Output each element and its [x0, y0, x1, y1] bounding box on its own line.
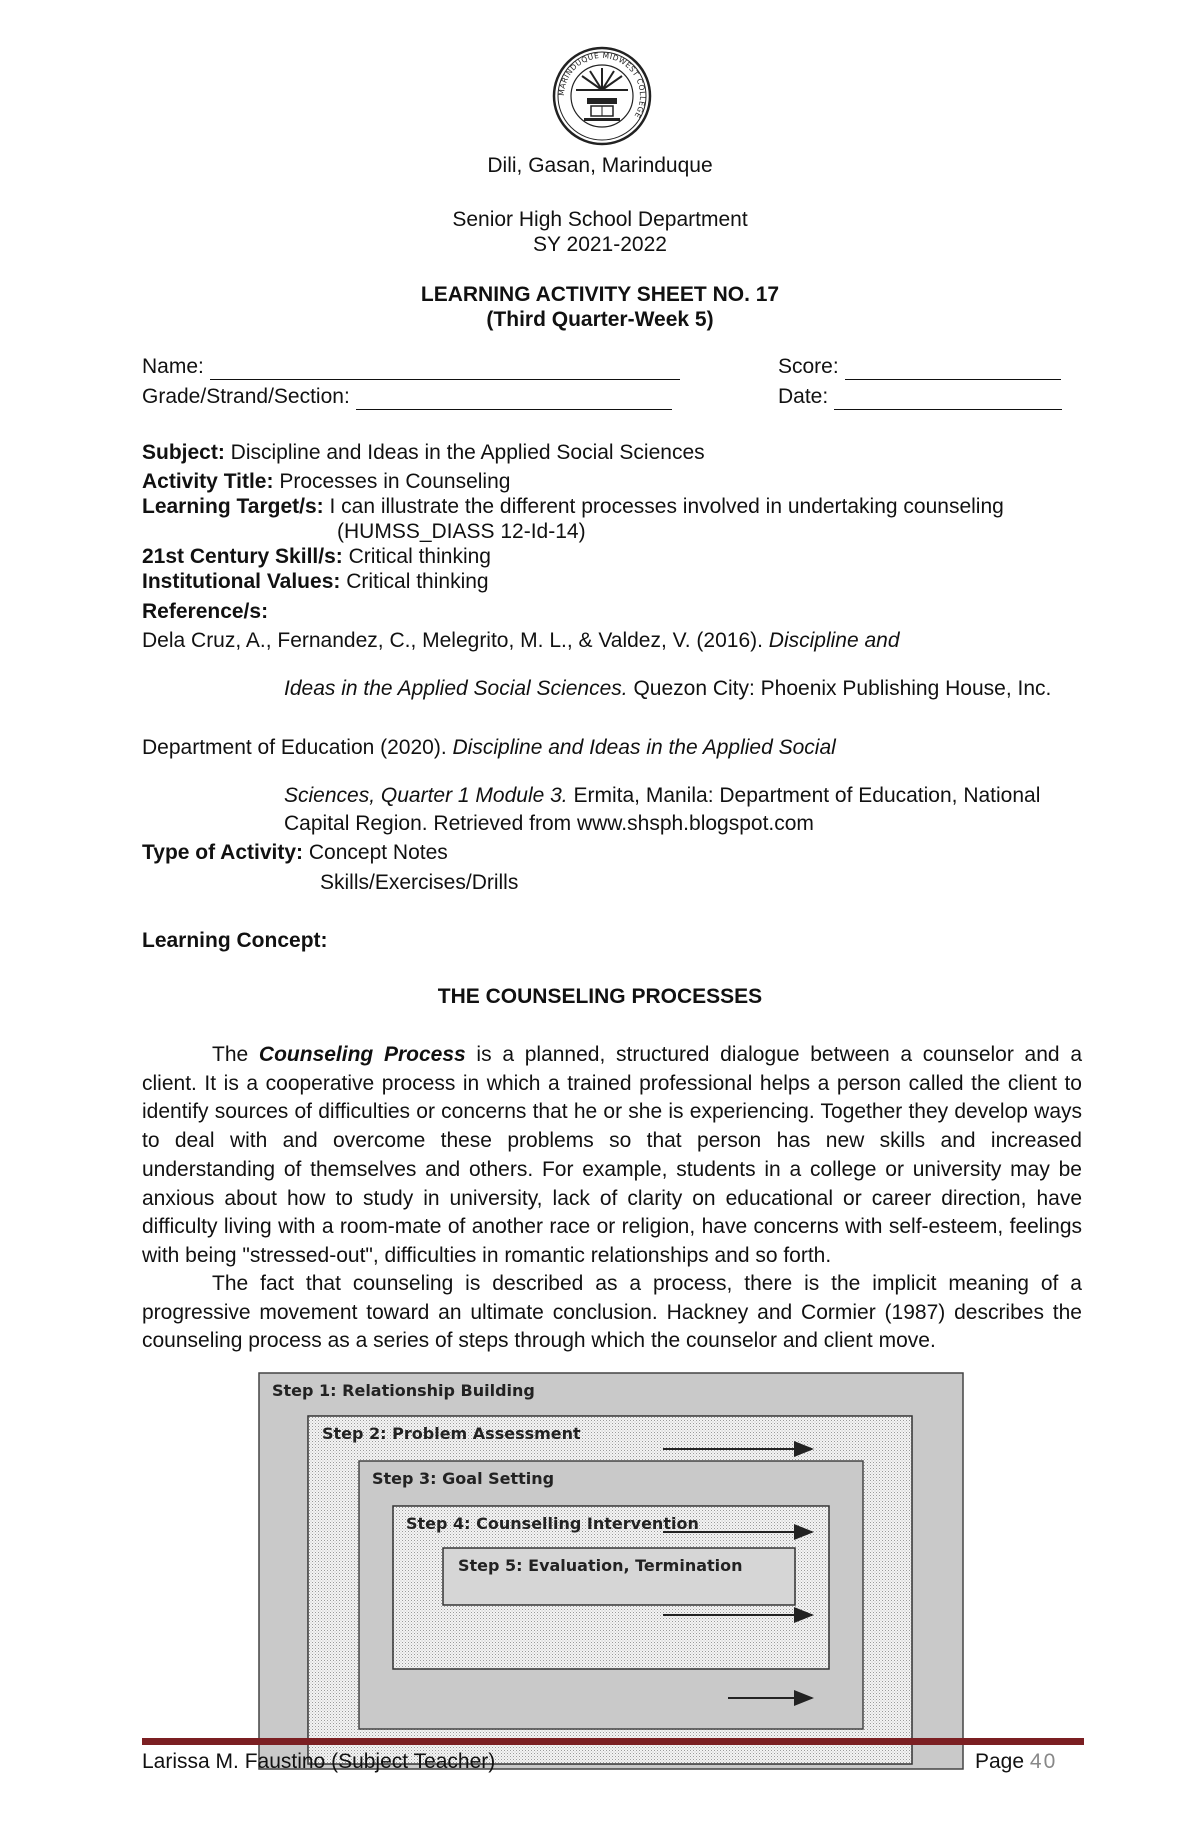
grade-label: Grade/Strand/Section: — [142, 385, 350, 408]
reference-1-line-2 — [284, 677, 1051, 701]
reference-1-authors: Dela Cruz, A., Fernandez, C., Melegrito, M. L., & Valdez, V. (2016). — [142, 629, 769, 652]
footer-rule — [142, 1738, 1084, 1745]
counseling-process-diagram — [258, 1372, 964, 1770]
score-field — [778, 355, 1061, 380]
school-department: Senior High School Department — [452, 208, 748, 231]
concept-paragraph-2 — [142, 1270, 1082, 1356]
subject-line — [142, 441, 705, 465]
grade-blank — [356, 385, 672, 410]
skill-line — [142, 545, 491, 569]
step-4-label: Step 4: Counselling Intervention — [406, 1514, 699, 1533]
learning-target-value: I can illustrate the different processes involved in undertaking counseling — [323, 495, 1004, 518]
activity-type-label: Type of Activity: — [142, 841, 304, 864]
activity-type-value-2: Skills/Exercises/Drills — [320, 871, 519, 894]
footer-page — [975, 1750, 1057, 1774]
reference-2-title-part: Discipline and Ideas in the Applied Social — [452, 736, 836, 759]
date-field — [778, 385, 1062, 410]
step-3-label: Step 3: Goal Setting — [372, 1469, 555, 1488]
reference-2-line-2 — [284, 784, 1040, 808]
skill-value: Critical thinking — [342, 545, 491, 568]
step-5-label: Step 5: Evaluation, Termination — [458, 1556, 743, 1575]
page-number: 40 — [1029, 1750, 1058, 1773]
grade-field — [142, 385, 672, 410]
activity-type-line — [142, 841, 448, 865]
sheet-title: LEARNING ACTIVITY SHEET NO. 17 — [420, 283, 780, 306]
learning-target-label: Learning Target/s: — [142, 495, 324, 518]
footer-teacher: Larissa M. Faustino (Subject Teacher) — [142, 1750, 496, 1773]
activity-title-value: Processes in Counseling — [273, 470, 511, 493]
values-value: Critical thinking — [340, 570, 489, 593]
concept-title: THE COUNSELING PROCESSES — [437, 985, 763, 1008]
reference-1-title-part: Discipline and — [768, 629, 900, 652]
svg-text:MARINDUQUE MIDWEST COLLEGE: MARINDUQUE MIDWEST COLLEGE — [556, 50, 648, 120]
school-address: Dili, Gasan, Marinduque — [487, 154, 713, 177]
date-label: Date: — [778, 385, 829, 408]
paragraph-1-term: Counseling Process — [258, 1043, 466, 1066]
activity-type-value-1: Concept Notes — [303, 841, 448, 864]
page-label: Page — [975, 1750, 1030, 1773]
school-year: SY 2021-2022 — [533, 233, 667, 256]
name-label: Name: — [142, 355, 204, 378]
concept-paragraph-1 — [142, 1041, 1082, 1271]
paragraph-2-body: The fact that counseling is described as a process, there is the implicit meaning of a progressive movement toward an ultimate conclusion. Hackney and Cormier (1987) describes the counseling process as a series of steps through which the counselor and client move. — [142, 1272, 1082, 1353]
subject-label: Subject: — [142, 441, 225, 464]
skill-label: 21st Century Skill/s: — [142, 545, 343, 568]
reference-2-title-rest: Sciences, Quarter 1 Module 3. — [284, 784, 568, 807]
reference-1-publisher: Quezon City: Phoenix Publishing House, Inc. — [627, 677, 1052, 700]
name-field — [142, 355, 680, 380]
reference-2-line-1 — [142, 736, 836, 760]
paragraph-1-lead: The — [212, 1043, 259, 1066]
step-1-label: Step 1: Relationship Building — [272, 1381, 535, 1400]
subject-value: Discipline and Ideas in the Applied Social Sciences — [224, 441, 705, 464]
reference-1-title-rest: Ideas in the Applied Social Sciences. — [284, 677, 628, 700]
reference-1-line-1 — [142, 629, 900, 653]
reference-2-line-3: Capital Region. Retrieved from www.shsph.blogspot.com — [284, 812, 814, 835]
reference-2-publisher: Ermita, Manila: Department of Education, National — [567, 784, 1041, 807]
activity-title-label: Activity Title: — [142, 470, 274, 493]
reference-label: Reference/s: — [142, 600, 269, 623]
values-line — [142, 570, 489, 594]
learning-target-line — [142, 495, 1004, 519]
date-blank — [834, 385, 1062, 410]
values-label: Institutional Values: — [142, 570, 341, 593]
college-seal-logo — [552, 46, 652, 146]
sheet-subtitle: (Third Quarter-Week 5) — [486, 308, 714, 331]
name-blank — [210, 355, 680, 380]
step-2-label: Step 2: Problem Assessment — [322, 1424, 581, 1443]
learning-concept-label: Learning Concept: — [142, 929, 328, 952]
paragraph-1-body: is a planned, structured dialogue between a counselor and a client. It is a cooperative process in which a trained professional helps a person called the client to identify sources of difficulties or concerns that he or she is experiencing. Together they develop ways to deal with and overcome these problems so that person has new skills and increased understanding of themselves and others. For example, students in a college or university may be anxious about how to study in university, lack of clarity on educational or career direction, have difficulty living with a room-mate of another race or religion, have concerns with self-esteem, feelings with being "stressed-out", difficulties in romantic relationships and so forth. — [142, 1043, 1082, 1267]
score-blank — [845, 355, 1061, 380]
reference-2-authors: Department of Education (2020). — [142, 736, 453, 759]
score-label: Score: — [778, 355, 839, 378]
learning-target-code: (HUMSS_DIASS 12-Id-14) — [337, 520, 586, 543]
activity-title-line — [142, 470, 510, 494]
